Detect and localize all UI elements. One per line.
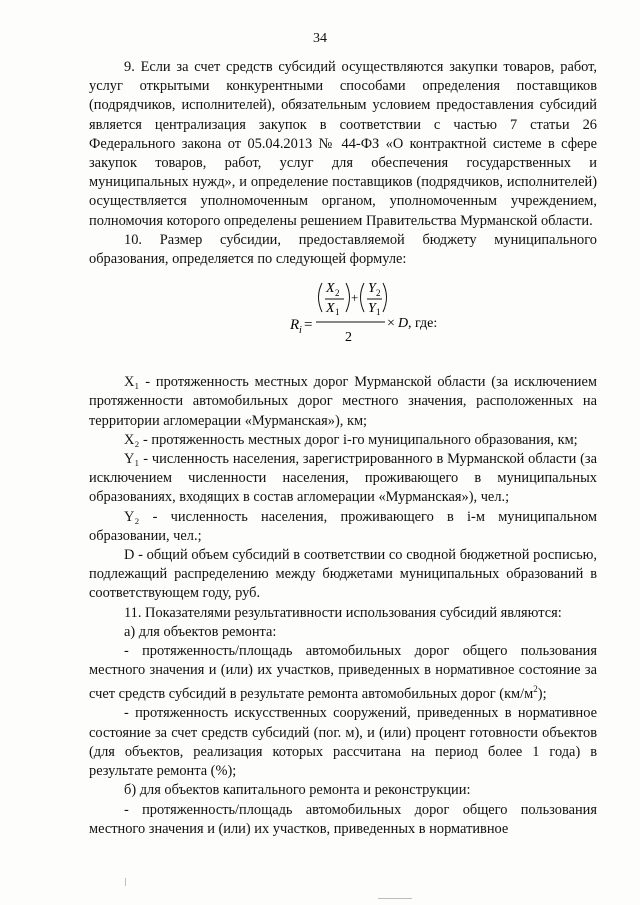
- item-b-heading: б) для объектов капитального ремонта и реконструкции:: [124, 782, 471, 799]
- formula-x1: X: [326, 301, 335, 317]
- item-a-indicator-2: - протяженность искусственных сооружений, приведенных в нормативное состояние за счет средств субсидий (пог. м), и (или) процент готовности объектов (для объектов, реализация которых рассчитана на период более 1 года) в результате ремонта (%);: [89, 705, 597, 780]
- formula-denominator: 2: [345, 330, 352, 346]
- formula-plus: +: [351, 290, 359, 306]
- definition-x1: X₁ - протяженность местных дорог Мурманской области (за исключением протяженности автомобильных дорог местного значения, расположенных на территории агломерации «Мурманская»), км;: [89, 374, 597, 429]
- paren-open-2: [361, 283, 365, 312]
- paren-close-2: [383, 283, 387, 312]
- formula-y1: Y: [368, 301, 376, 317]
- formula-x1-sub: 1: [335, 307, 340, 318]
- scan-artifact-line: [378, 898, 412, 899]
- formula-times: ×: [387, 316, 395, 332]
- formula-d: D: [398, 316, 409, 332]
- formula-lhs: R: [290, 317, 300, 334]
- definition-y2: Y₂ - численность населения, проживающего в i-м муниципальном образовании, чел.;: [89, 508, 597, 544]
- paren-open-1: [319, 283, 323, 312]
- definition-x2: X₂ - протяженность местных дорог i-го муниципального образования, км;: [124, 431, 578, 448]
- scan-artifact-tick: [125, 878, 126, 886]
- subsidy-formula: [89, 269, 597, 373]
- paragraph-10: 10. Размер субсидии, предоставляемой бюджету муниципального образования, определяется по следующей формуле:: [89, 231, 597, 268]
- item-a-indicator-1-text: - протяженность/площадь автомобильных дорог общего пользования местного значения и (или) их участков, приведенных в нормативное состояние за счет средств субсидий в результате ремонта автомобильных дорог (км/м: [89, 643, 597, 703]
- definition-d: D - общий объем субсидий в соответствии со сводной бюджетной росписью, подлежащий распределению между бюджетами муниципальных образований в соответствующем году, руб.: [89, 547, 597, 602]
- item-b-indicator-1: - протяженность/площадь автомобильных дорог общего пользования местного значения и (или) их участков, приведенных в нормативное: [89, 801, 597, 837]
- paragraph-11: 11. Показателями результативности использования субсидий являются:: [124, 604, 562, 621]
- page-number: 34: [313, 31, 327, 46]
- item-a-indicator-1-sup: 2: [533, 684, 538, 695]
- formula-lhs-sub: i: [299, 325, 302, 337]
- formula-suffix: , где:: [408, 316, 438, 332]
- formula-x2: X: [326, 281, 335, 297]
- paren-close-1: [346, 283, 350, 312]
- formula-y2-sub: 2: [376, 288, 381, 299]
- document-body: [89, 58, 597, 839]
- definition-y1: Y₁ - численность населения, зарегистрированного в Мурманской области (за исключением численности населения, проживающего в муниципальных образованиях, входящих в состав агломерации «Мурманская»), чел.;: [89, 451, 597, 506]
- formula-x2-sub: 2: [335, 288, 340, 299]
- formula-y1-sub: 1: [376, 307, 381, 318]
- item-a-heading: а) для объектов ремонта:: [124, 623, 277, 640]
- formula-y2: Y: [368, 281, 376, 297]
- item-a-indicator-1: [89, 642, 597, 704]
- item-a-indicator-1-end: );: [537, 686, 547, 703]
- paragraph-9: 9. Если за счет средств субсидий осуществляются закупки товаров, работ, услуг открытыми конкурентными способами определения поставщиков (подрядчиков, исполнителей), обязательным условием предоставления субсидий является централизация закупок в соответствии с частью 7 статьи 26 Федерального закона от 05.04.2013 № 44-ФЗ «О контрактной системе в сфере закупок товаров, работ, услуг для обеспечения государственных и муниципальных нужд», и определение поставщиков (подрядчиков, исполнителей) осуществляется уполномоченным органом, уполномоченным учреждением, полномочия которого определены решением Правительства Мурманской области.: [89, 59, 597, 229]
- formula-graphic: [89, 269, 597, 373]
- formula-equals: =: [304, 317, 313, 334]
